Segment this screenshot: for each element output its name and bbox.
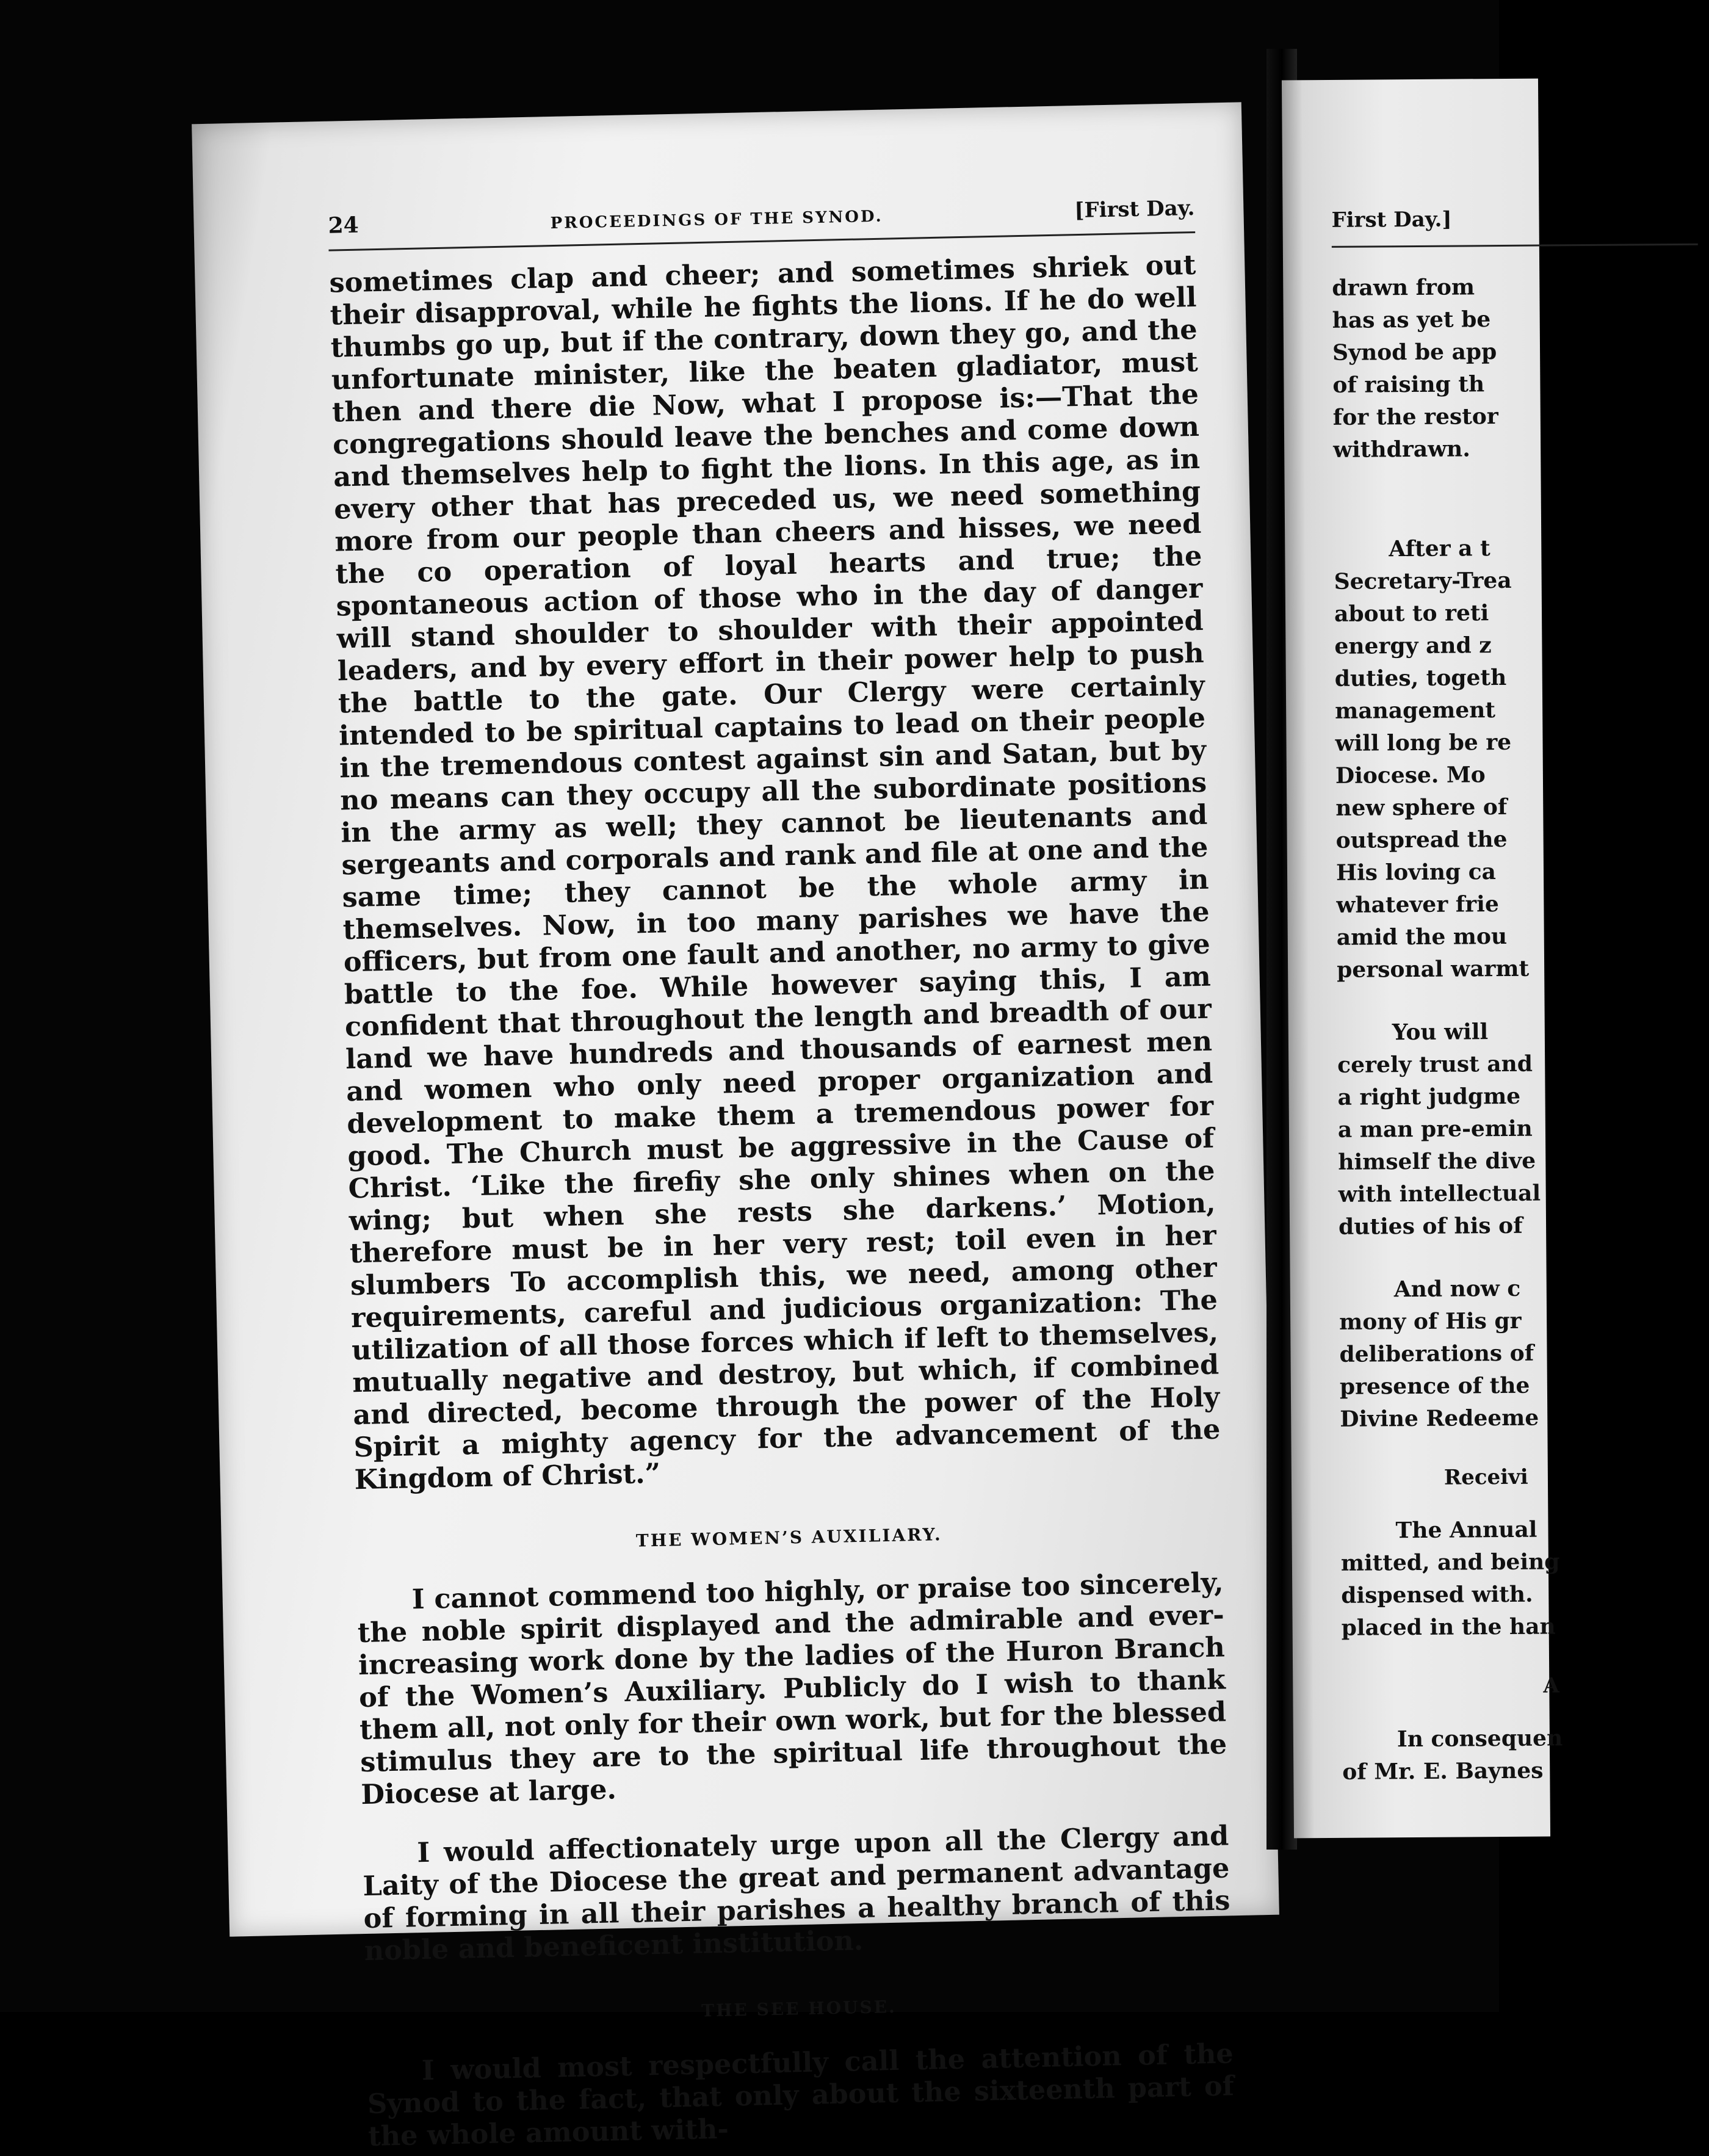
text-line: placed in the han — [1341, 1613, 1556, 1641]
left-page-content — [328, 195, 1235, 2153]
text-line: His loving ca — [1335, 859, 1497, 886]
text-line: The Annual — [1395, 1516, 1537, 1544]
text-line: Synod be app — [1332, 339, 1497, 366]
text-line: will long be re — [1335, 729, 1512, 756]
right-block-5 — [1340, 1513, 1707, 1644]
paragraph: I would affectionately urge upon all the Clergy and Laity of the Diocese the great and permanent advantage of forming in all their parishes a healthy branch of this noble and beneficent institution. — [363, 1820, 1230, 1967]
running-title: PROCEEDINGS OF THE SYNOD. — [550, 207, 883, 233]
right-section-heading: Receivi — [1443, 1464, 1528, 1490]
text-line: presence of the — [1339, 1372, 1530, 1400]
text-line: Secretary-Trea — [1334, 567, 1512, 595]
page-number: 24 — [328, 212, 360, 239]
text-line: duties, togeth — [1334, 664, 1507, 692]
text-line: energy and z — [1334, 632, 1492, 659]
text-line: management — [1335, 697, 1496, 724]
text-line: has as yet be — [1332, 306, 1491, 333]
text-line: withdrawn. — [1333, 436, 1470, 463]
body-text — [329, 249, 1235, 2153]
right-block-4 — [1339, 1272, 1707, 1436]
text-line: After a t — [1389, 535, 1490, 562]
right-page-fragment — [1282, 79, 1563, 1839]
paragraph: I would most respectfully call the attention of the Synod to the fact, that only about the sixteenth part of the whole amount with- — [367, 2038, 1235, 2152]
text-line: whatever frie — [1336, 891, 1499, 918]
text-line: personal warmt — [1336, 955, 1530, 983]
paragraph: I cannot commend too highly, or praise too sincerely, the noble spirit displayed and the admirable and ever-increasing work done by the ladies of the Huron Branch of the Women’s Auxiliary. Publicly do I wish to thank them all, not only for their own work, but for the blessed stimulus they are to the spiritual life throughout the Diocese at large. — [357, 1566, 1227, 1811]
text-line: himself the dive — [1338, 1148, 1536, 1175]
text-line: cerely trust and — [1337, 1051, 1533, 1078]
text-line: new sphere of — [1335, 794, 1508, 821]
text-line: mony of His gr — [1339, 1308, 1522, 1335]
left-page — [192, 102, 1279, 2152]
text-line: with intellectual — [1338, 1180, 1541, 1207]
right-block-3 — [1337, 1015, 1705, 1243]
text-line: outspread the — [1335, 826, 1508, 853]
text-line: And now c — [1393, 1275, 1521, 1303]
text-line: about to reti — [1334, 600, 1489, 627]
right-block-1 — [1332, 270, 1699, 466]
text-line: for the restor — [1332, 403, 1498, 430]
running-head — [328, 195, 1195, 251]
right-block-6 — [1342, 1721, 1709, 1789]
text-line: mitted, and being — [1340, 1549, 1560, 1576]
text-line: deliberations of — [1339, 1340, 1534, 1367]
text-line: Divine Redeeme — [1340, 1405, 1539, 1432]
text-line: amid the mou — [1336, 923, 1508, 950]
paragraph: sometimes clap and cheer; and sometimes shriek out their disapproval, while he fights the lions. If he do well thumbs go up, but if the contrary, down they go, and the unfortunate minister, like the beaten gladiator, must then and there die Now, what I propose is:—That the congregations should leave the benches and come down and themselves help to fight the lions. In this age, as in every other that has preceded us, we need something more from our people than cheers and hisses, we need the co operation of loyal hearts and true; the spontaneous action of those who in the day of danger will stand shoulder to shoulder with their appointed leaders, and by every effort in their power help to push the battle to the gate. Our Clergy were certainly intended to be spiritual captains to lead on their people in the tremendous contest against sin and Satan, but by no means can they occupy all the subordinate positions in the army as well; they cannot be lieutenants and sergeants and corporals and rank and file at one and the same time; they cannot be the whole army in themselves. Now, in too many parishes we have the officers, but from one fault and another, no army to give battle to the foe. While however saying this, I am confident that throughout the length and breadth of our land we have hundreds and thousands of earnest men and women who only need proper organization and development to make them a tremendous power for good. The Church must be aggressive in the Cause of Christ. ‘Like the firefiy she only shines when on the wing; but when she rests she darkens.’ Motion, therefore must be in her very rest; toil even in her slumbers To accomplish this, we need, among other requirements, careful and judicious organization: The utilization of all those forces which if left to themselves, mutually negative and destroy, but which, if combined and directed, become through the power of the Holy Spirit a mighty agency for the advancement of the Kingdom of Christ.” — [329, 248, 1221, 1496]
right-running-head: First Day.] — [1331, 206, 1697, 248]
right-section-heading-2: A — [1543, 1673, 1559, 1698]
right-block-2 — [1334, 531, 1703, 986]
text-line: of raising th — [1332, 371, 1485, 398]
text-line: In consequen — [1396, 1725, 1563, 1753]
text-line: a man pre-emin — [1337, 1115, 1533, 1143]
section-heading-womens-auxiliary: THE WOMEN’S AUXILIARY. — [635, 1524, 943, 1551]
text-line: drawn from — [1332, 274, 1475, 301]
running-day: [First Day. — [1074, 195, 1195, 223]
text-line: dispensed with. — [1341, 1581, 1533, 1608]
text-line: You will — [1392, 1019, 1489, 1046]
section-heading-see-house: THE SEE HOUSE. — [701, 1996, 897, 2021]
right-page-content — [1331, 206, 1708, 1789]
text-line: duties of his of — [1338, 1212, 1523, 1240]
text-line: Diocese. Mo — [1335, 762, 1486, 789]
text-line: of Mr. E. Baynes — [1342, 1757, 1544, 1785]
text-line: a right judgme — [1337, 1083, 1521, 1110]
